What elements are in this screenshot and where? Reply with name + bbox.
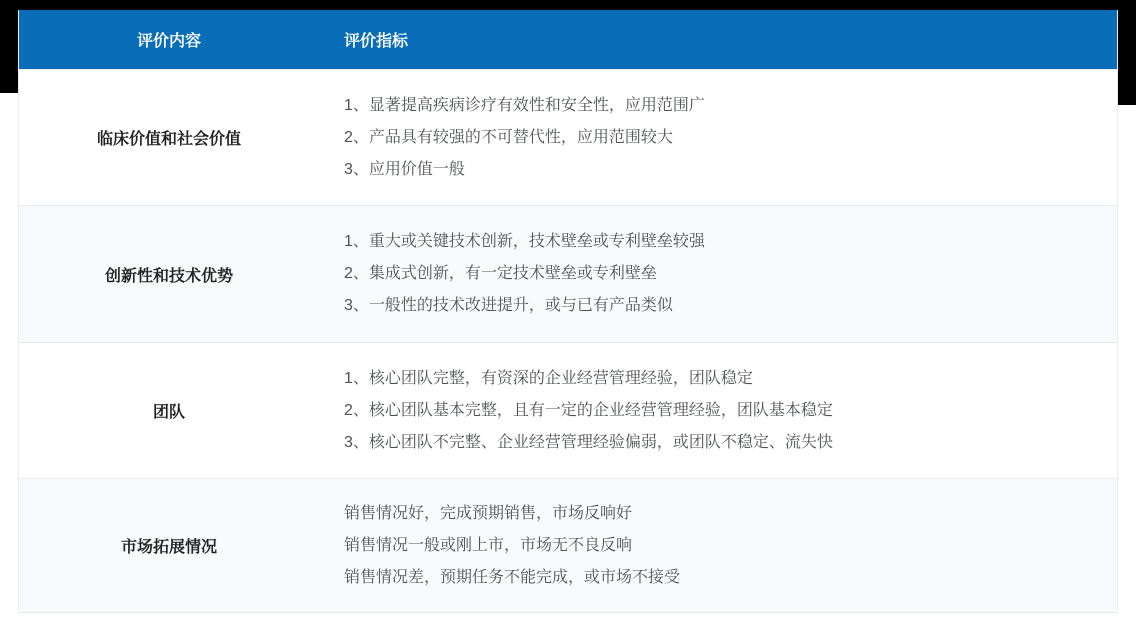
indicator-item: 1、显著提高疾病诊疗有效性和安全性，应用范围广 (344, 96, 705, 114)
indicator-item: 销售情况差，预期任务不能完成，或市场不接受 (344, 568, 681, 586)
category-label: 临床价值和社会价值 (96, 131, 241, 148)
indicator-item: 3、应用价值一般 (344, 160, 465, 178)
screen-edge-left (0, 0, 18, 93)
table-row-innovation (19, 205, 1117, 342)
evaluation-criteria-table (18, 10, 1118, 613)
category-label: 创新性和技术优势 (104, 267, 233, 285)
indicator-item: 1、重大或关键技术创新，技术壁垒或专利壁垒较强 (344, 233, 705, 250)
indicator-list (319, 343, 1117, 479)
table-row-market-expansion (19, 478, 1117, 612)
indicator-item: 2、集成式创新，有一定技术壁垒或专利壁垒 (344, 265, 657, 282)
indicator-item: 3、一般性的技术改进提升，或与已有产品类似 (344, 297, 673, 314)
indicator-item: 2、核心团队基本完整，且有一定的企业经营管理经验，团队基本稳定 (344, 401, 833, 419)
indicator-item: 2、产品具有较强的不可替代性，应用范围较大 (344, 128, 673, 146)
indicator-list (319, 478, 1117, 614)
category-label: 市场拓展情况 (120, 539, 217, 556)
screen-edge-right (1118, 0, 1136, 105)
table-row-team (19, 342, 1117, 478)
table-header-row (19, 10, 1117, 69)
indicator-list (319, 206, 1117, 342)
indicator-item: 3、核心团队不完整、企业经营管理经验偏弱，或团队不稳定、流失快 (344, 433, 833, 451)
header-evaluation-indicator: 评价指标 (344, 33, 409, 50)
indicator-list (319, 70, 1117, 206)
indicator-item: 销售情况一般或刚上市，市场无不良反响 (344, 536, 633, 554)
table-row-clinical-value (19, 69, 1117, 205)
indicator-item: 1、核心团队完整，有资深的企业经营管理经验，团队稳定 (344, 369, 753, 387)
indicator-item: 销售情况好，完成预期销售，市场反响好 (344, 504, 633, 522)
screen-edge-top (0, 0, 1136, 10)
header-evaluation-content: 评价内容 (136, 33, 201, 50)
category-label: 团队 (152, 404, 185, 421)
